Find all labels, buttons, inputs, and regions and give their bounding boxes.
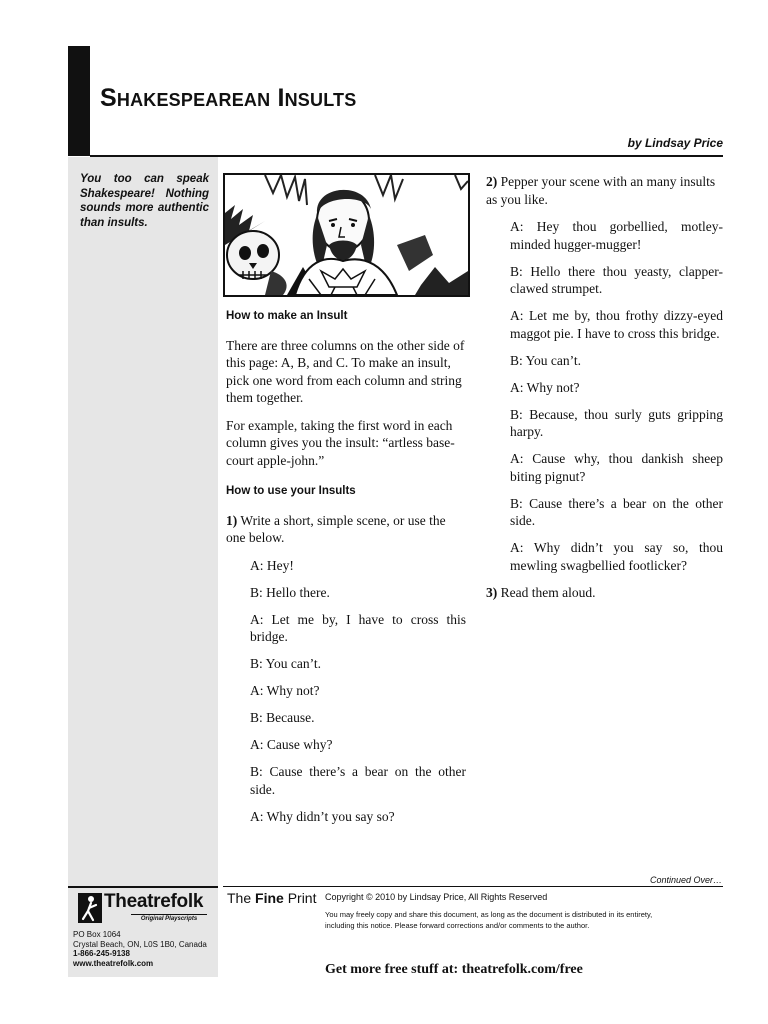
dialogue-line: A: Cause why, thou dankish sheep biting pignut? (510, 451, 723, 484)
illustration-art (225, 175, 468, 295)
step-1 (226, 512, 466, 547)
fine-print-suffix: Print (287, 890, 317, 906)
dialogue-line: B: Cause there’s a bear on the other side. (510, 495, 723, 528)
step-1-number: 1) (226, 512, 238, 528)
share-notice: You may freely copy and share this document, as long as the document is distributed in its entirety, including this notice. Please forward corrections and/or comments to the author. (325, 910, 653, 930)
para-example: For example, taking the first word in each column gives you the insult: “artless base-court apple-john.” (226, 417, 455, 468)
left-column (226, 308, 466, 835)
dialogue-line: A: Why not? (250, 683, 320, 698)
copyright: Copyright © 2010 by Lindsay Price, All Rights Reserved (325, 892, 548, 902)
dialogue-line: B: Because, thou surly guts gripping harpy. (510, 406, 723, 439)
continued-over: Continued Over… (649, 875, 722, 885)
sidebar-panel (68, 157, 218, 977)
insult-dialogue (486, 218, 723, 574)
shakespeare-skull-illustration (223, 173, 470, 297)
byline: by Lindsay Price (627, 136, 723, 150)
step-2-number: 2) (486, 174, 498, 189)
fine-print-label (227, 890, 316, 906)
dialogue-line: A: Hey thou gorbellied, motley-minded hugger-mugger! (510, 219, 723, 252)
step-2-text: Pepper your scene with an many insults as you like. (486, 174, 716, 207)
footer-rule (223, 886, 723, 887)
free-stuff-link[interactable]: Get more free stuff at: theatrefolk.com/free (325, 962, 583, 977)
step-3-text: Read them aloud. (500, 584, 596, 600)
dialogue-line: A: Let me by, thou frothy dizzy-eyed maggot pie. I have to cross this bridge. (510, 308, 723, 341)
dialogue-line: B: Hello there. (250, 584, 330, 600)
heading-use-insults: How to use your Insults (226, 485, 356, 497)
fine-print-prefix: The (227, 890, 252, 906)
step-3-number: 3) (486, 584, 498, 600)
dialogue-line: A: Cause why? (250, 737, 333, 752)
sample-dialogue (226, 557, 466, 826)
dialogue-line: A: Why not? (510, 379, 580, 395)
address-line: Crystal Beach, ON, L0S 1B0, Canada (73, 939, 207, 949)
dialogue-line: B: You can’t. (250, 656, 322, 671)
dialogue-line: B: You can’t. (510, 352, 582, 368)
address-line: PO Box 1064 (73, 930, 121, 939)
dialogue-line: B: Because. (250, 710, 315, 725)
dialogue-line: A: Why didn’t you say so, thou mewling swagbellied footlicker? (510, 540, 723, 573)
logo-wordmark: Theatrefolk (104, 891, 204, 912)
dialogue-line: B: Hello there thou yeasty, clapper-clawed strumpet. (510, 263, 723, 296)
page-title: Shakespearean Insults (100, 84, 357, 112)
dialogue-line: B: Cause there’s a bear on the other side. (250, 764, 466, 797)
fine-print-bold: Fine (255, 890, 284, 906)
sidebar-intro: You too can speak Shakespeare! Nothing sounds more authentic than insults. (80, 173, 209, 229)
step-3 (486, 584, 723, 602)
dialogue-line: A: Let me by, I have to cross this bridge. (250, 611, 466, 644)
logo-tagline: Original Playscripts (131, 914, 207, 922)
dialogue-line: A: Why didn’t you say so? (250, 808, 395, 824)
right-column (486, 173, 723, 611)
heading-make-insult: How to make an Insult (226, 310, 348, 322)
theatrefolk-figure-icon (78, 893, 102, 923)
title-accent-bar (68, 46, 90, 156)
website-link[interactable]: www.theatrefolk.com (73, 958, 154, 968)
para-three-columns: There are three columns on the other side of this page: A, B, and C. To make an insult, pick one word from each column and string them together. (226, 337, 465, 405)
contact-address (73, 930, 207, 968)
dialogue-line: A: Hey! (250, 557, 294, 573)
step-2 (486, 173, 723, 208)
step-1-text: Write a short, simple scene, or use the one below. (226, 512, 446, 545)
phone-number: 1-866-245-9138 (73, 949, 130, 958)
